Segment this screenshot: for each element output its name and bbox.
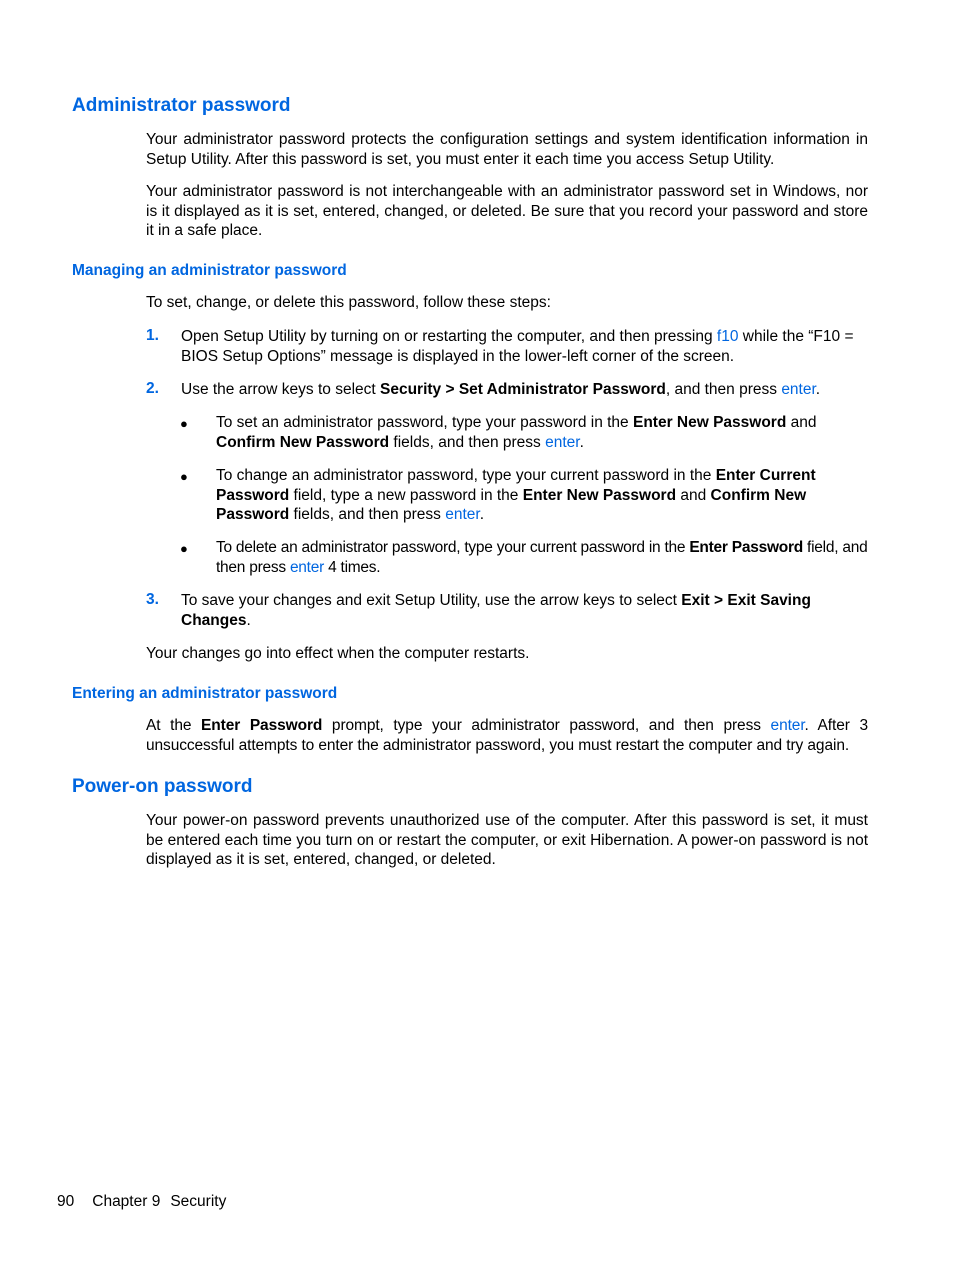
subheading-managing-admin-password: Managing an administrator password <box>72 262 347 279</box>
key-link-enter[interactable]: enter <box>545 433 580 451</box>
managing-outro-paragraph: Your changes go into effect when the computer restarts. <box>146 645 530 662</box>
bullet-delete-password-text <box>216 538 868 577</box>
section-label: Security <box>170 1193 227 1210</box>
field-name-label: Enter New Password <box>522 486 677 504</box>
key-link-enter[interactable]: enter <box>770 717 805 734</box>
key-link-enter[interactable]: enter <box>445 506 480 524</box>
field-name-label: Confirm New Password <box>216 433 390 451</box>
step-text: Open Setup Utility by turning on or restarting the computer, and then pressing <box>181 328 717 345</box>
step-3-text <box>181 591 868 630</box>
bullet-text: fields, and then press <box>389 433 546 451</box>
step-text: To save your changes and exit Setup Utility, use the arrow keys to select <box>181 592 682 609</box>
step-text: , and then press <box>665 381 782 398</box>
field-name-label: Confirm New Password <box>216 486 807 524</box>
bullet-icon: ● <box>180 541 188 556</box>
step-1-text <box>181 327 868 366</box>
para-text: At the <box>146 717 202 734</box>
bullet-text: 4 times. <box>324 558 381 576</box>
step-number: 2. <box>146 380 159 397</box>
power-on-password-paragraph: Your power-on password prevents unauthorized use of the computer. After this password is set, it must be entered each time you turn on or restart the computer, or exit Hibernation. A power-on password is not displayed as it is set, entered, changed, or deleted. <box>146 812 868 869</box>
step-2-text <box>181 380 868 400</box>
field-name-label: Enter New Password <box>632 414 787 431</box>
page-footer <box>57 1193 244 1211</box>
bullet-text: and <box>786 414 817 431</box>
field-name-label: Enter Password <box>689 539 803 556</box>
bullet-text: . <box>479 506 484 524</box>
key-link-f10[interactable]: f10 <box>716 328 739 345</box>
step-text: . <box>246 611 251 629</box>
bullet-text: field, and then press <box>216 539 868 576</box>
bullet-text: fields, and then press <box>289 506 446 524</box>
step-text: Use the arrow keys to select <box>181 381 380 398</box>
section-heading-administrator-password: Administrator password <box>72 95 291 116</box>
bullet-text: To change an administrator password, type your current password in the <box>216 467 716 484</box>
prompt-name-label: Enter Password <box>201 717 323 734</box>
bullet-text: field, type a new password in the <box>289 486 523 504</box>
bullet-text: and <box>676 486 711 504</box>
chapter-label: Chapter 9 <box>92 1193 161 1210</box>
step-number: 3. <box>146 591 159 608</box>
para-text: . After 3 unsuccessful attempts to enter the administrator password, you must restart the computer and try again. <box>146 717 868 754</box>
bullet-icon: ● <box>180 416 188 431</box>
bullet-text: To set an administrator password, type your password in the <box>216 414 633 431</box>
subheading-entering-admin-password: Entering an administrator password <box>72 685 338 702</box>
admin-password-note-paragraph: Your administrator password is not interchangeable with an administrator password set in Windows, nor is it displayed as it is set, entered, changed, or deleted. Be sure that you record your password and store it in a safe place. <box>146 183 868 240</box>
menu-path-label: Security > Set Administrator Password <box>380 381 666 398</box>
step-number: 1. <box>146 327 159 344</box>
section-heading-power-on-password: Power-on password <box>72 776 253 797</box>
bullet-set-password-text <box>216 413 868 452</box>
key-link-enter[interactable]: enter <box>289 558 325 576</box>
bullet-change-password-text <box>216 466 868 525</box>
field-name-label: Enter Current Password <box>216 467 816 504</box>
bullet-text: To delete an administrator password, type your current password in the <box>216 539 690 556</box>
entering-paragraph <box>146 716 868 755</box>
bullet-icon: ● <box>180 469 188 484</box>
para-text: prompt, type your administrator password, and then press <box>322 717 771 734</box>
managing-intro-paragraph: To set, change, or delete this password, follow these steps: <box>146 294 551 311</box>
step-text: . <box>815 381 821 398</box>
key-link-enter[interactable]: enter <box>781 381 816 398</box>
menu-path-label: Exit > Exit Saving Changes <box>181 592 811 629</box>
bullet-text: . <box>579 433 584 451</box>
page-number: 90 <box>57 1193 75 1210</box>
step-text: while the “F10 = BIOS Setup Options” message is displayed in the lower-left corner of the screen. <box>181 328 854 365</box>
admin-password-intro-paragraph: Your administrator password protects the configuration settings and system identification information in Setup Utility. After this password is set, you must enter it each time you access Setup Utility. <box>146 131 868 168</box>
